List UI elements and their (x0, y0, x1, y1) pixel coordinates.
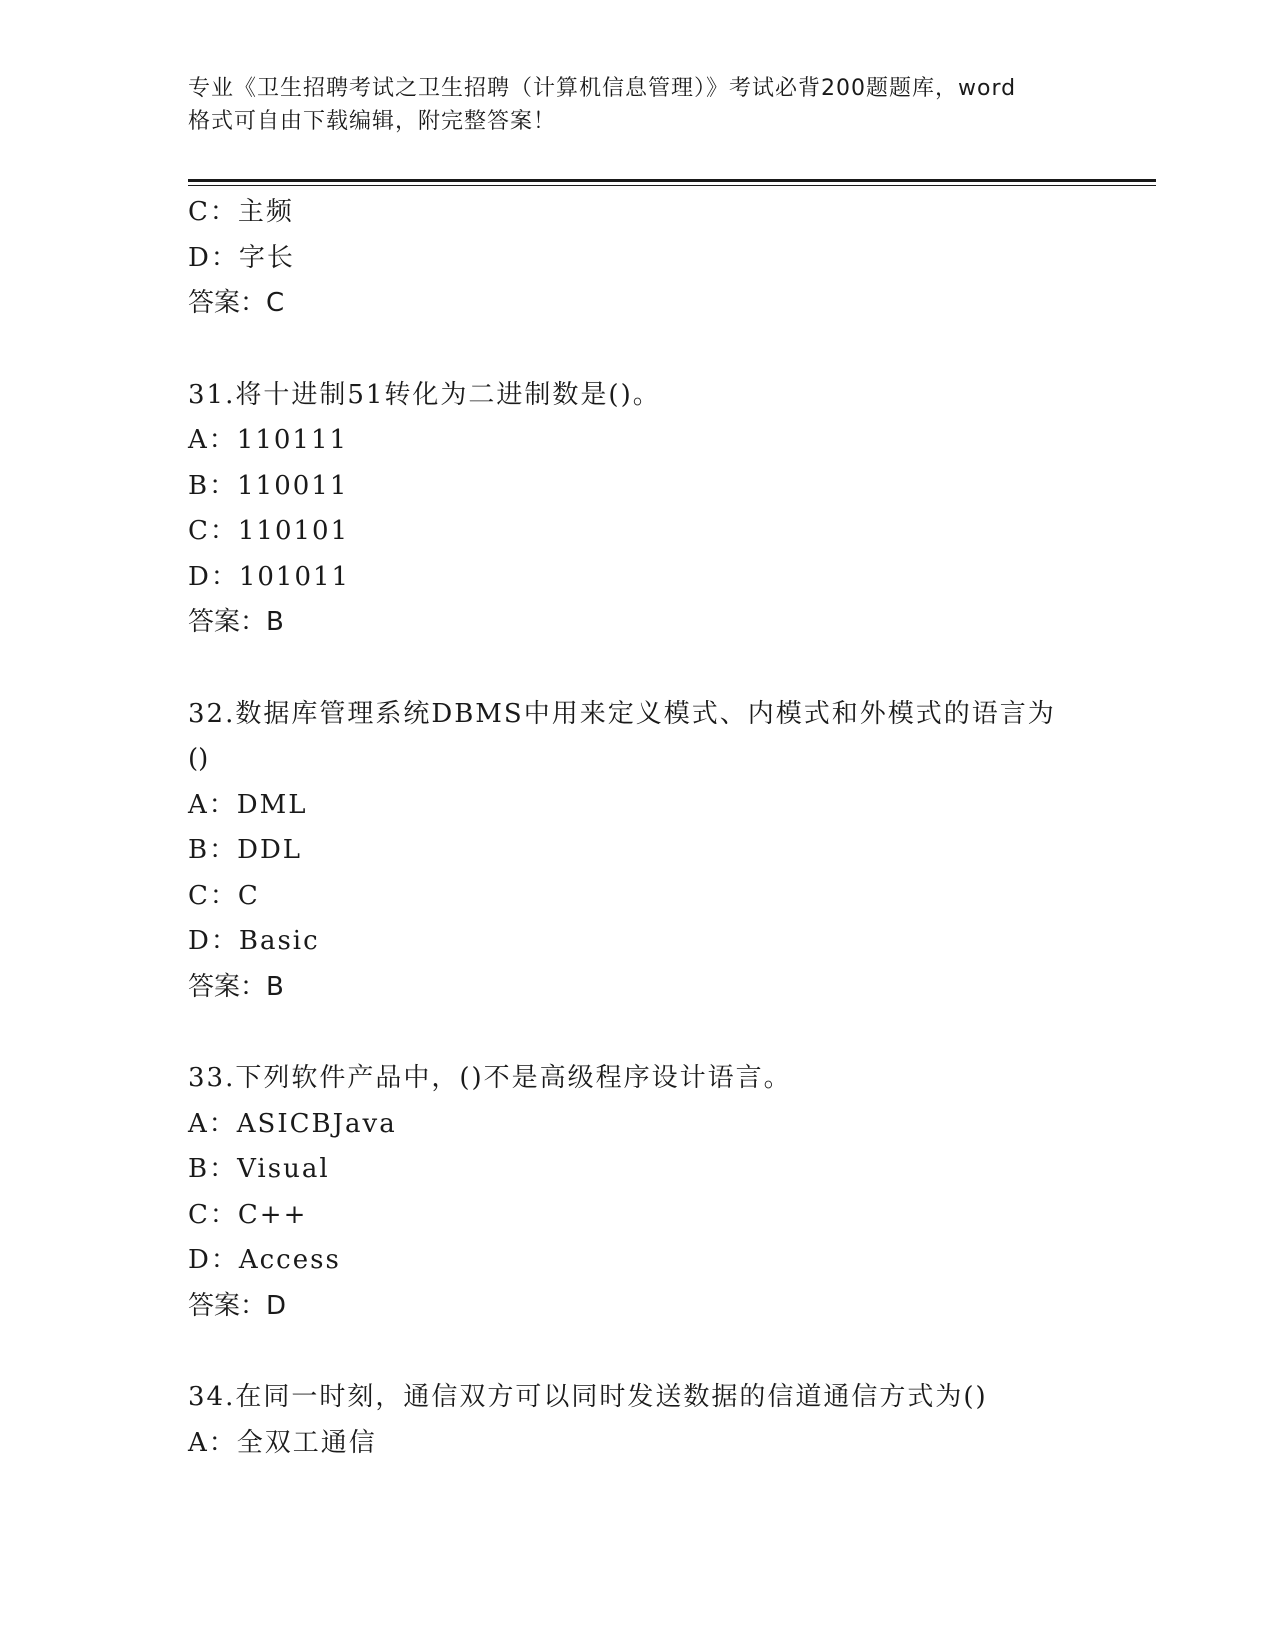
answer-line: 答案：B (188, 971, 284, 1002)
answer-line: 答案：B (188, 607, 284, 637)
question-31 (188, 373, 1088, 646)
option-c: C：C++ (188, 1199, 308, 1230)
option-a: A：DML (188, 789, 308, 820)
question-34 (188, 1375, 1088, 1466)
document-header (188, 72, 1088, 138)
question-stem: 31.将十进制51转化为二进制数是()。 (188, 379, 661, 410)
option-d: D：字长 (188, 242, 295, 273)
header-line-2: 格式可自由下载编辑，附完整答案！ (188, 109, 557, 134)
question-list (188, 190, 1088, 1466)
option-a: A：全双工通信 (188, 1427, 377, 1458)
option-b: B：Visual (188, 1154, 330, 1184)
option-d: D：Access (188, 1245, 341, 1275)
option-c: C：110101 (188, 516, 350, 546)
question-33 (188, 1056, 1088, 1329)
question-stem: 34.在同一时刻，通信双方可以同时发送数据的信道通信方式为() (188, 1382, 988, 1412)
answer-line: 答案：D (188, 1290, 287, 1321)
header-rule-thin (188, 185, 1156, 186)
option-c: C：C (188, 880, 260, 911)
question-30-tail (188, 190, 1088, 327)
option-b: B：DDL (188, 835, 303, 865)
answer-line: 答案：C (188, 288, 285, 318)
question-stem-continued: () (188, 744, 209, 774)
question-32 (188, 692, 1088, 1011)
question-stem: 33.下列软件产品中，()不是高级程序设计语言。 (188, 1063, 792, 1093)
option-a: A：ASICBJava (188, 1108, 397, 1139)
option-a: A：110111 (188, 425, 349, 455)
option-b: B：110011 (188, 470, 349, 501)
question-stem: 32.数据库管理系统DBMS中用来定义模式、内模式和外模式的语言为 (188, 698, 1056, 729)
option-d: D：101011 (188, 561, 351, 592)
header-line-1: 专业《卫生招聘考试之卫生招聘（计算机信息管理）》考试必背200题题库，word (188, 76, 1017, 101)
header-rule-thick (188, 179, 1156, 182)
option-c: C：主频 (188, 197, 294, 227)
option-d: D：Basic (188, 926, 320, 956)
